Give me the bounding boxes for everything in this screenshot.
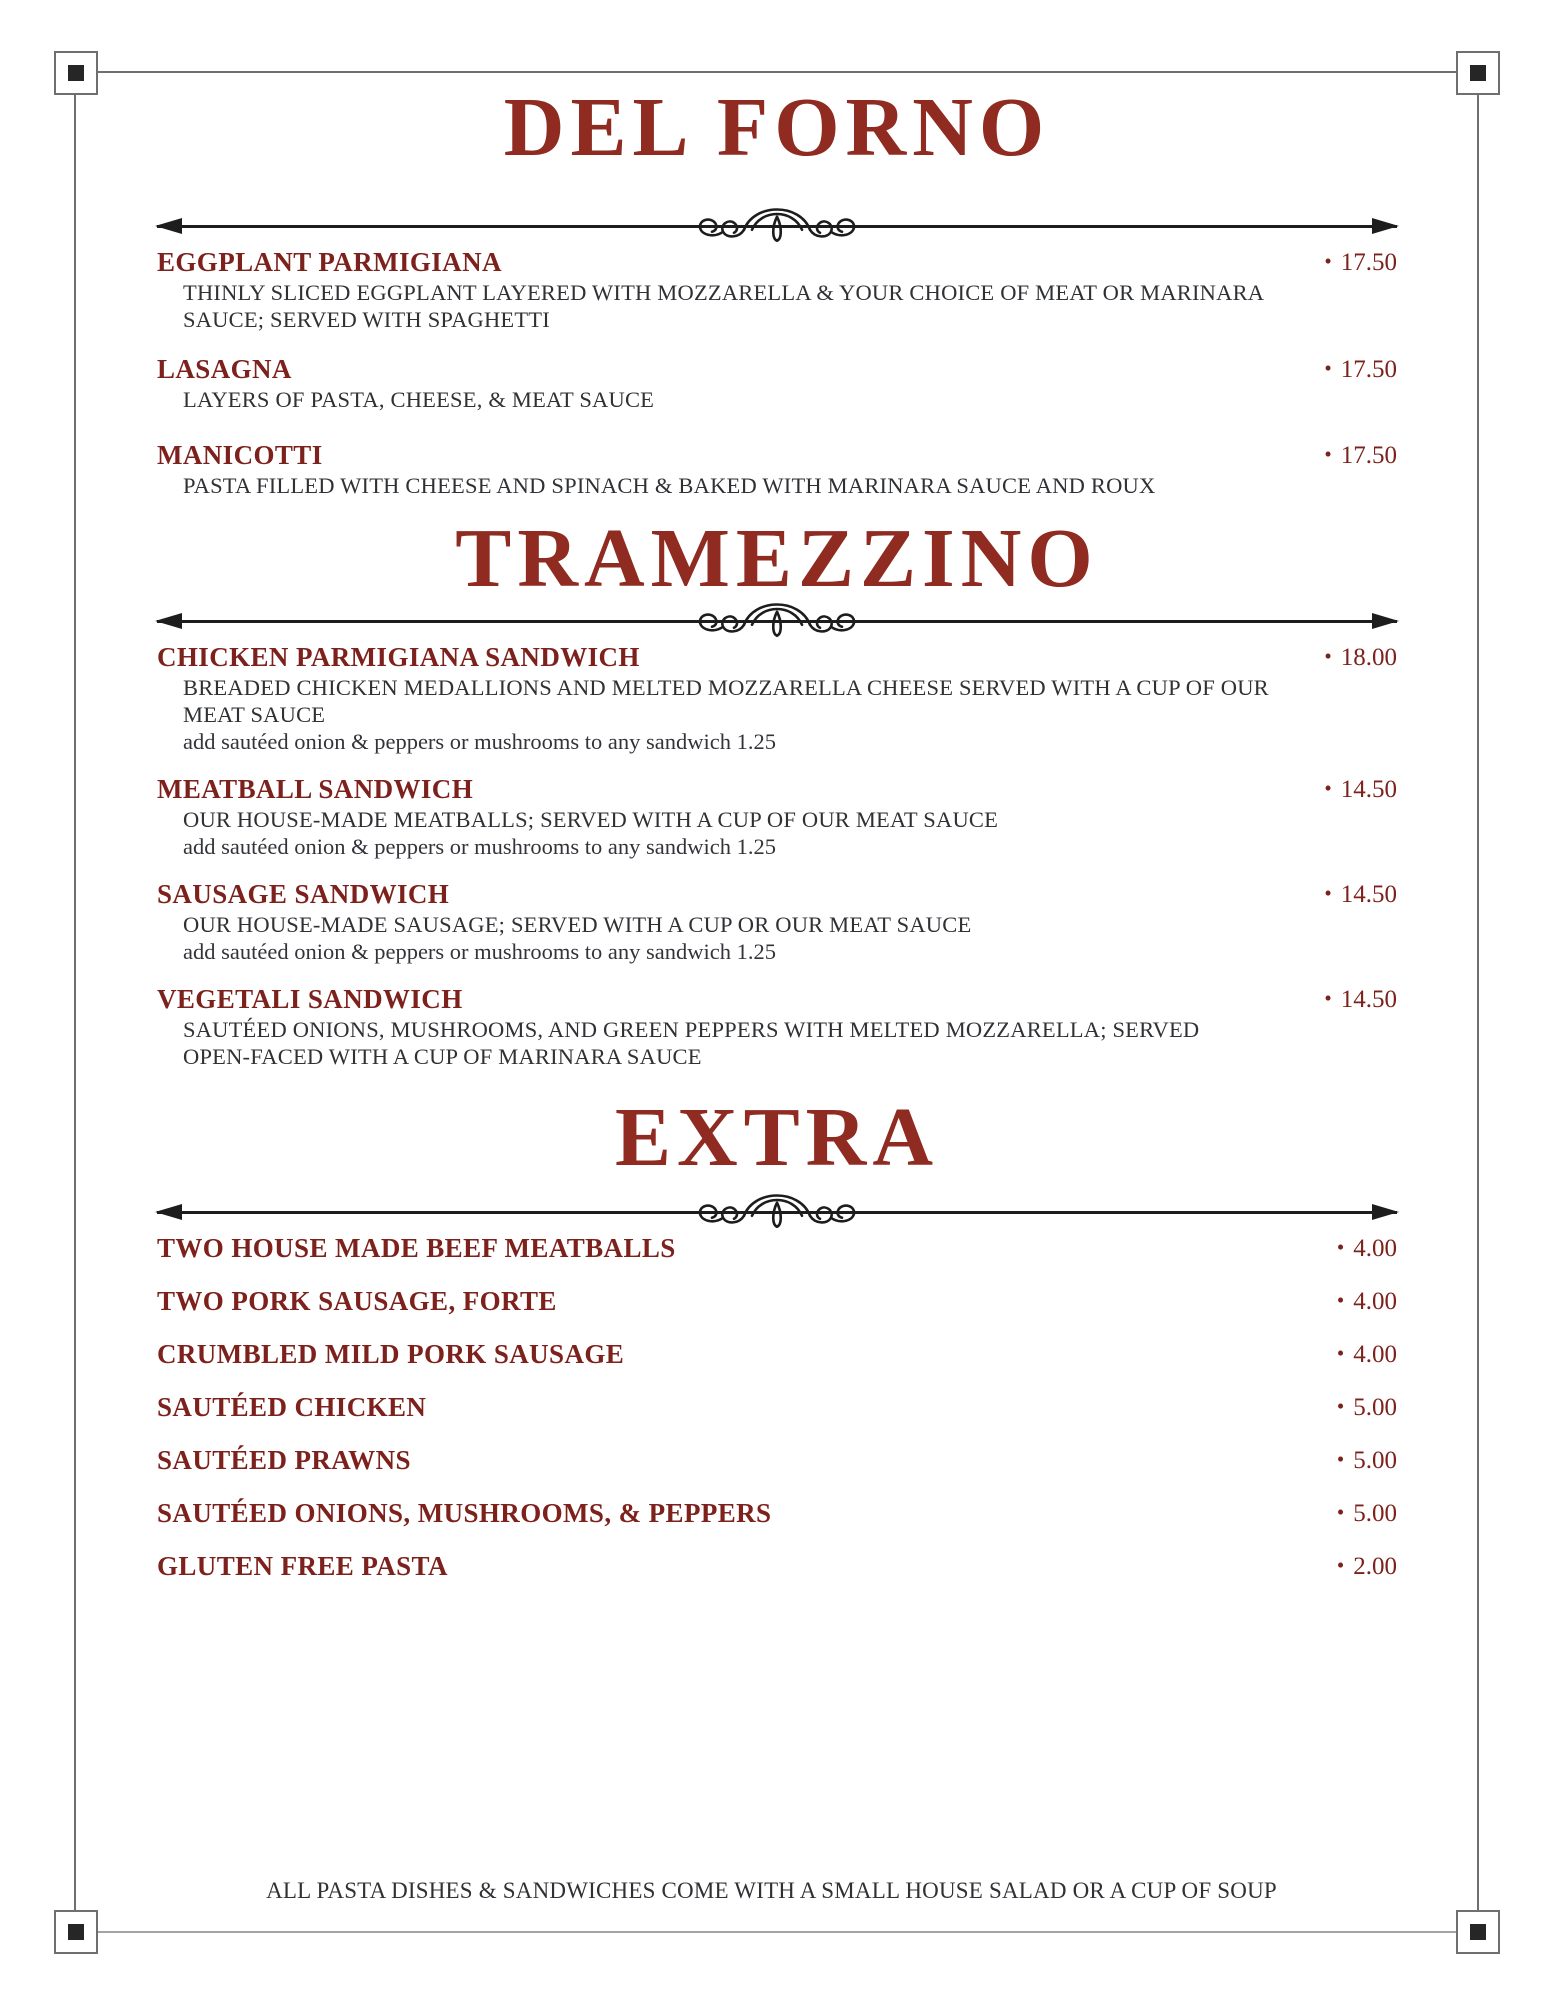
item-price [1324, 246, 1397, 279]
item-description [157, 911, 1397, 938]
menu-item [157, 1497, 1397, 1530]
item-description-line: OUR HOUSE-MADE MEATBALLS; SERVED WITH A CUP OF OUR MEAT SAUCE [183, 807, 999, 832]
frame-line-left [74, 93, 76, 1911]
section-title-extra: EXTRA [614, 1091, 940, 1184]
corner-mark-top-right [1456, 51, 1500, 95]
item-price [1337, 1391, 1397, 1424]
menu-item [157, 1550, 1397, 1583]
item-description-line: LAYERS OF PASTA, CHEESE, & MEAT SAUCE [183, 387, 655, 412]
divider-flourish-icon [682, 1183, 872, 1237]
price-value: 18.00 [1340, 644, 1397, 671]
item-name: SAUTÉED CHICKEN [157, 1392, 427, 1422]
price-bullet-icon: • [1336, 1394, 1345, 1418]
corner-mark-square-icon [1470, 65, 1486, 81]
menu-footer: ALL PASTA DISHES & SANDWICHES COME WITH A SMALL HOUSE SALAD OR A CUP OF SOUP [266, 1878, 1277, 1903]
item-description-line: THINLY SLICED EGGPLANT LAYERED WITH MOZZARELLA & YOUR CHOICE OF MEAT OR MARINARA [183, 280, 1265, 305]
price-bullet-icon: • [1336, 1500, 1345, 1524]
corner-mark-square-icon [68, 65, 84, 81]
price-bullet-icon: • [1324, 776, 1332, 800]
item-description [157, 279, 1397, 333]
item-name: GLUTEN FREE PASTA [157, 1551, 448, 1581]
item-price [1337, 1550, 1397, 1583]
price-value: 4.00 [1353, 1288, 1397, 1315]
menu-item [157, 983, 1397, 1070]
menu-item [157, 1285, 1397, 1318]
menu-item [157, 1444, 1397, 1477]
item-name: MANICOTTI [157, 440, 323, 470]
item-description [157, 806, 1397, 833]
item-name: TWO HOUSE MADE BEEF MEATBALLS [157, 1233, 676, 1263]
menu-item [157, 773, 1397, 860]
price-bullet-icon: • [1336, 1235, 1345, 1259]
price-value: 17.50 [1340, 356, 1397, 383]
item-name: CRUMBLED MILD PORK SAUSAGE [157, 1339, 625, 1369]
corner-mark-bottom-left [54, 1910, 98, 1954]
item-description-line: SAUTÉED ONIONS, MUSHROOMS, AND GREEN PEPPERS WITH MELTED MOZZARELLA; SERVED [183, 1017, 1200, 1042]
item-name: MEATBALL SANDWICH [157, 774, 474, 804]
menu-item [157, 1232, 1397, 1265]
price-value: 5.00 [1353, 1447, 1397, 1474]
price-bullet-icon: • [1324, 356, 1332, 380]
menu-item [157, 878, 1397, 965]
menu-item [157, 439, 1397, 499]
divider-flourish-icon [682, 197, 872, 251]
corner-mark-square-icon [68, 1924, 84, 1940]
item-name: SAUTÉED ONIONS, MUSHROOMS, & PEPPERS [157, 1498, 772, 1528]
menu-item [157, 1338, 1397, 1371]
frame-line-bottom [97, 1931, 1457, 1933]
divider-arrow-left-icon [155, 1204, 182, 1220]
item-price [1324, 878, 1397, 911]
price-value: 5.00 [1353, 1500, 1397, 1527]
corner-mark-top-left [54, 51, 98, 95]
item-price [1324, 983, 1397, 1016]
corner-mark-square-icon [1470, 1924, 1486, 1940]
item-note: add sautéed onion & peppers or mushrooms to any sandwich 1.25 [183, 939, 777, 964]
price-value: 4.00 [1353, 1235, 1397, 1262]
item-name: CHICKEN PARMIGIANA SANDWICH [157, 642, 640, 672]
price-bullet-icon: • [1336, 1341, 1345, 1365]
section-divider [157, 1192, 1397, 1232]
item-price [1324, 353, 1397, 386]
price-value: 4.00 [1353, 1341, 1397, 1368]
item-description [157, 1016, 1397, 1070]
menu-item [157, 1391, 1397, 1424]
item-name: VEGETALI SANDWICH [157, 984, 463, 1014]
section-divider [157, 601, 1397, 641]
price-value: 2.00 [1353, 1553, 1397, 1580]
price-value: 14.50 [1340, 881, 1397, 908]
price-value: 5.00 [1353, 1394, 1397, 1421]
item-name: EGGPLANT PARMIGIANA [157, 247, 502, 277]
item-price [1337, 1497, 1397, 1530]
item-name: SAUTÉED PRAWNS [157, 1445, 411, 1475]
price-bullet-icon: • [1336, 1288, 1345, 1312]
price-bullet-icon: • [1324, 249, 1332, 273]
price-bullet-icon: • [1324, 986, 1332, 1010]
item-name: TWO PORK SAUSAGE, FORTE [157, 1286, 557, 1316]
item-price [1337, 1444, 1397, 1477]
item-price [1337, 1232, 1397, 1265]
item-note: add sautéed onion & peppers or mushrooms to any sandwich 1.25 [183, 729, 777, 754]
item-description-line: PASTA FILLED WITH CHEESE AND SPINACH & BAKED WITH MARINARA SAUCE AND ROUX [183, 473, 1156, 498]
section-divider [157, 206, 1397, 246]
corner-mark-bottom-right [1456, 1910, 1500, 1954]
price-value: 17.50 [1340, 442, 1397, 469]
item-note: add sautéed onion & peppers or mushrooms to any sandwich 1.25 [183, 834, 777, 859]
divider-arrow-left-icon [155, 218, 182, 234]
item-description-line: OUR HOUSE-MADE SAUSAGE; SERVED WITH A CUP OR OUR MEAT SAUCE [183, 912, 972, 937]
menu-item [157, 641, 1397, 755]
menu-item [157, 353, 1397, 413]
divider-arrow-right-icon [1372, 1204, 1399, 1220]
section-title-tramezzino: TRAMEZZINO [455, 512, 1099, 605]
item-description [157, 472, 1397, 499]
price-value: 14.50 [1340, 776, 1397, 803]
item-name: SAUSAGE SANDWICH [157, 879, 450, 909]
item-price [1324, 439, 1397, 472]
item-description [157, 674, 1397, 728]
item-price [1337, 1338, 1397, 1371]
item-description-line: OPEN-FACED WITH A CUP OF MARINARA SAUCE [183, 1044, 702, 1069]
price-bullet-icon: • [1324, 881, 1332, 905]
divider-flourish-icon [682, 592, 872, 646]
price-bullet-icon: • [1336, 1447, 1345, 1471]
item-description-line: MEAT SAUCE [183, 702, 326, 727]
frame-line-right [1477, 93, 1479, 1911]
price-value: 14.50 [1340, 986, 1397, 1013]
item-price [1337, 1285, 1397, 1318]
menu-item [157, 246, 1397, 333]
price-bullet-icon: • [1324, 644, 1332, 668]
item-description-line: BREADED CHICKEN MEDALLIONS AND MELTED MOZZARELLA CHEESE SERVED WITH A CUP OF OUR [183, 675, 1269, 700]
divider-arrow-right-icon [1372, 613, 1399, 629]
item-price [1324, 641, 1397, 674]
section-title-del-forno: DEL FORNO [503, 81, 1051, 174]
menu-content [157, 0, 1397, 1583]
item-description [157, 386, 1397, 413]
item-name: LASAGNA [157, 354, 292, 384]
divider-arrow-left-icon [155, 613, 182, 629]
divider-arrow-right-icon [1372, 218, 1399, 234]
item-price [1324, 773, 1397, 806]
price-bullet-icon: • [1324, 442, 1332, 466]
price-value: 17.50 [1340, 249, 1397, 276]
item-description-line: SAUCE; SERVED WITH SPAGHETTI [183, 307, 550, 332]
price-bullet-icon: • [1336, 1553, 1345, 1577]
